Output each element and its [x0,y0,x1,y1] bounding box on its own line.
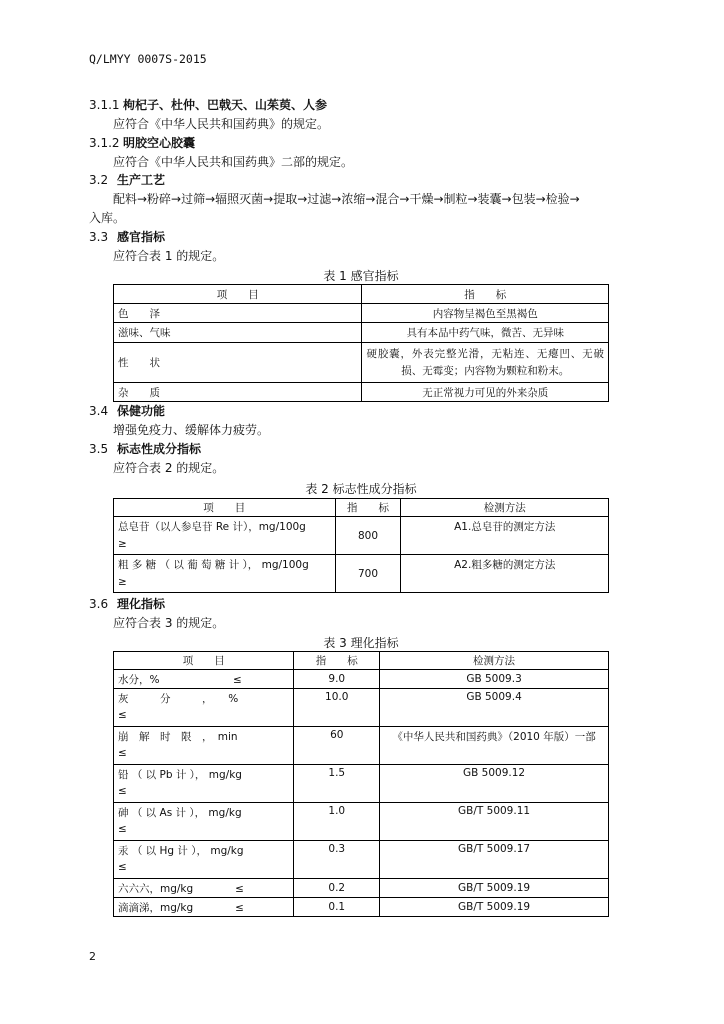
header-method: 检测方法 [380,652,609,670]
table-row [114,879,609,898]
method-cell: A2.粗多糖的测定方法 [401,555,609,593]
table-row [114,383,609,402]
indicator-line-2: 损、无霉变；内容物为颗粒和粉末。 [401,364,570,377]
method-cell: GB/T 5009.11 [380,803,609,841]
table-header-row [114,285,609,304]
section-3-1-1-body: 应符合《中华人民共和国药典》的规定。 [113,117,330,131]
indicator-cell: 800 [335,517,401,555]
item-cell: 六六六，mg/kg ≤ [114,879,294,898]
table-header-row [114,652,609,670]
indicator-cell: 0.2 [294,879,380,898]
item-line-1: 总皂苷（以人参皂苷 Re 计），mg/100g [118,520,306,533]
method-cell: A1.总皂苷的测定方法 [401,517,609,555]
indicator-cell: 1.0 [294,803,380,841]
section-number: 3.6 [89,597,109,611]
indicator-cell: 9.0 [294,670,380,689]
method-cell: GB 5009.12 [380,765,609,803]
section-number: 3.2 [89,173,109,187]
item-line-2: ≥ [118,537,127,550]
process-flow-line-1: 配料→粉碎→过筛→辐照灭菌→提取→过滤→浓缩→混合→干燥→制粒→装囊→包装→检验→ [113,192,580,206]
table-row [114,670,609,689]
indicator-cell: 1.5 [294,765,380,803]
method-cell: GB/T 5009.19 [380,879,609,898]
section-3-3-heading [89,229,165,245]
indicator-cell: 0.1 [294,898,380,917]
section-number: 3.4 [89,404,109,418]
section-3-4-body: 增强免疫力、缓解体力疲劳。 [113,423,270,437]
item-line-2: ≥ [118,575,127,588]
item-line-1: 砷 （ 以 As 计 ）， mg/kg [118,807,242,819]
table-row [114,323,609,343]
section-3-2-heading [89,172,165,188]
item-line-2: ≤ [118,823,127,835]
section-3-5-body: 应符合表 2 的规定。 [113,461,225,475]
item-cell [114,555,336,593]
table-3-caption: 表 3 理化指标 [323,636,399,650]
indicator-cell: 60 [294,727,380,765]
table-row [114,841,609,879]
item-cell: 杂 质 [114,383,362,402]
item-cell: 性 状 [114,343,362,383]
item-line-2: ≤ [118,785,127,797]
section-title: 枸杞子、杜仲、巴戟天、山茱萸、人参 [123,98,328,112]
item-line-2: ≤ [118,747,127,759]
table-row [114,517,609,555]
item-line-2: ≤ [118,861,127,873]
section-3-1-2-heading [89,135,195,151]
table-row [114,803,609,841]
section-title: 感官指标 [117,230,166,244]
section-number: 3.5 [89,442,109,456]
table-header-row [114,499,609,517]
header-indicator: 指 标 [335,499,401,517]
table-row [114,898,609,917]
header-item: 项 目 [114,652,294,670]
table-1-caption: 表 1 感官指标 [323,269,399,283]
table-1-sensory [113,284,609,402]
item-line-1: 粗 多 糖 （ 以 葡 萄 糖 计 ）， mg/100g [118,558,309,571]
item-cell [114,803,294,841]
table-row [114,689,609,727]
section-3-1-2-body: 应符合《中华人民共和国药典》二部的规定。 [113,155,354,169]
item-cell [114,841,294,879]
method-cell: GB/T 5009.19 [380,898,609,917]
indicator-cell: 具有本品中药气味，微苦、无异味 [362,323,609,343]
indicator-cell: 10.0 [294,689,380,727]
document-code: Q/LMYY 0007S-2015 [89,52,207,66]
page-number: 2 [89,950,96,963]
item-cell: 滴滴涕，mg/kg ≤ [114,898,294,917]
method-cell: GB/T 5009.17 [380,841,609,879]
section-title: 生产工艺 [117,173,166,187]
item-cell: 滋味、气味 [114,323,362,343]
indicator-cell [362,343,609,383]
item-line-1: 铅 （ 以 Pb 计 ）， mg/kg [118,769,242,781]
header-indicator: 指 标 [294,652,380,670]
table-row [114,304,609,323]
section-3-1-1-heading [89,97,327,113]
section-title: 保健功能 [117,404,166,418]
section-3-6-body: 应符合表 3 的规定。 [113,616,225,630]
section-3-4-heading [89,403,165,419]
indicator-cell: 700 [335,555,401,593]
method-cell: GB 5009.4 [380,689,609,727]
header-item: 项 目 [114,285,362,304]
process-flow-line-2: 入库。 [89,211,126,225]
table-row [114,727,609,765]
indicator-cell: 无正常视力可见的外来杂质 [362,383,609,402]
item-cell [114,765,294,803]
section-number: 3.3 [89,230,109,244]
item-cell: 色 泽 [114,304,362,323]
table-2-markers [113,498,609,593]
indicator-line-1: 硬胶囊，外表完整光滑，无粘连、无瘪凹、无破 [366,347,604,360]
item-line-1: 崩 解 时 限 ， min [118,731,238,743]
item-line-2: ≤ [118,709,127,721]
item-cell: 水分，% ≤ [114,670,294,689]
table-row [114,555,609,593]
section-title: 标志性成分指标 [117,442,202,456]
section-number: 3.1.2 [89,136,120,150]
table-row [114,343,609,383]
table-3-physicochemical [113,651,609,917]
indicator-cell: 0.3 [294,841,380,879]
item-cell [114,517,336,555]
indicator-cell: 内容物呈褐色至黑褐色 [362,304,609,323]
item-cell [114,689,294,727]
section-number: 3.1.1 [89,98,120,112]
section-title: 理化指标 [117,597,166,611]
item-line-1: 汞 （ 以 Hg 计 ）， mg/kg [118,845,244,857]
table-2-caption: 表 2 标志性成分指标 [305,482,417,496]
item-line-1: 灰 分 ， % [118,693,239,705]
header-indicator: 指 标 [362,285,609,304]
method-cell: GB 5009.3 [380,670,609,689]
method-cell: 《中华人民共和国药典》（2010 年版）一部 [380,727,609,765]
section-3-6-heading [89,596,165,612]
section-title: 明胶空心胶囊 [123,136,196,150]
header-item: 项 目 [114,499,336,517]
section-3-5-heading [89,441,201,457]
header-method: 检测方法 [401,499,609,517]
item-cell [114,727,294,765]
table-row [114,765,609,803]
section-3-3-body: 应符合表 1 的规定。 [113,249,225,263]
